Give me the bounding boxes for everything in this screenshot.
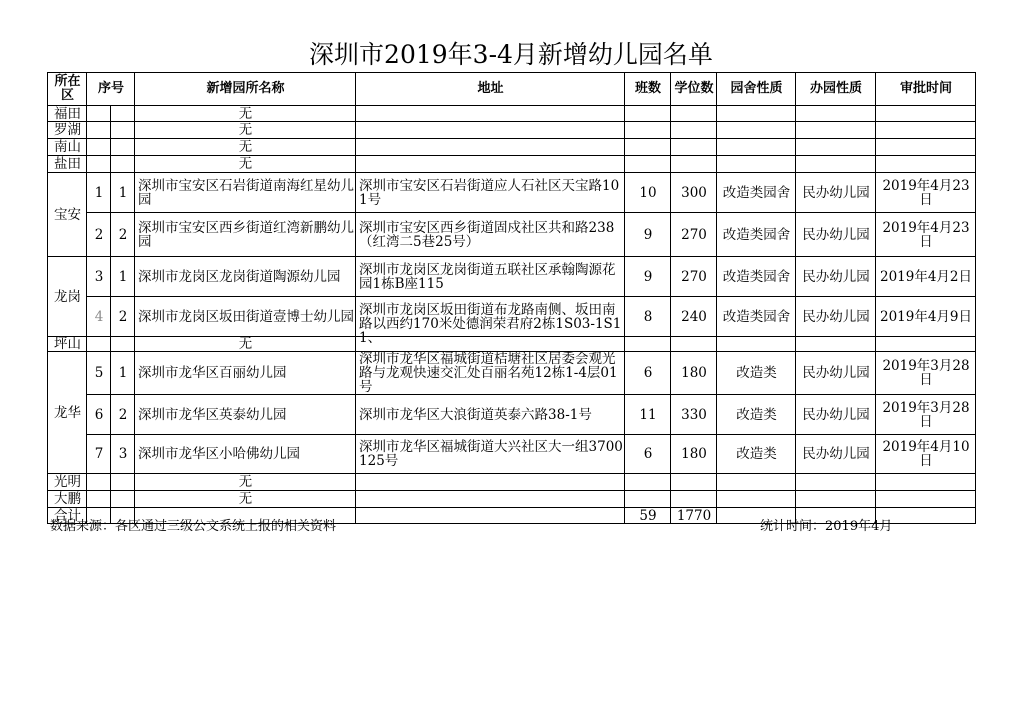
approval-date-cell: [876, 156, 976, 173]
operator-type-cell: [796, 474, 876, 491]
seat-count-cell: [671, 337, 717, 352]
kindergarten-name-cell: 无: [135, 122, 356, 139]
address-cell: [356, 474, 625, 491]
operator-type-cell: [796, 106, 876, 122]
header-seat-count: 学位数: [671, 73, 717, 106]
header-row: [48, 73, 976, 106]
kindergarten-list-table: [47, 72, 976, 524]
operator-type-cell: 民办幼儿园: [796, 173, 876, 213]
building-type-cell: [717, 122, 796, 139]
building-type-cell: 改造类: [717, 395, 796, 435]
seat-count-cell: 240: [671, 297, 717, 337]
address-cell: 深圳市龙华区福城街道桔塘社区居委会观光路与龙观快速交汇处百丽名苑12栋1-4层01号: [356, 352, 625, 395]
header-operator-type: 办园性质: [796, 73, 876, 106]
serial-no-cell: 6: [87, 395, 111, 435]
district-cell: 龙华: [48, 352, 87, 474]
serial-no-cell: 5: [87, 352, 111, 395]
kindergarten-name-cell: 无: [135, 337, 356, 352]
building-type-cell: 改造类: [717, 352, 796, 395]
operator-type-cell: 民办幼儿园: [796, 213, 876, 257]
building-type-cell: [717, 337, 796, 352]
table-row: [48, 352, 976, 395]
seat-count-cell: [671, 122, 717, 139]
building-type-cell: [717, 139, 796, 156]
approval-date-cell: [876, 122, 976, 139]
serial-no-cell: 2: [87, 213, 111, 257]
class-count-cell: [625, 106, 671, 122]
address-cell: [356, 122, 625, 139]
class-count-cell: 10: [625, 173, 671, 213]
building-type-cell: [717, 156, 796, 173]
seat-count-cell: 180: [671, 352, 717, 395]
serial-no-cell: 3: [87, 257, 111, 297]
district-cell: 南山: [48, 139, 87, 156]
kindergarten-name-cell: 深圳市龙华区百丽幼儿园: [135, 352, 356, 395]
kindergarten-name-cell: 无: [135, 106, 356, 122]
header-serial-no: 序号: [87, 73, 135, 106]
class-count-cell: [625, 122, 671, 139]
class-count-cell: [625, 156, 671, 173]
approval-date-cell: 2019年4月23日: [876, 213, 976, 257]
address-cell: 深圳市龙岗区龙岗街道五联社区承翰陶源花园1栋B座115: [356, 257, 625, 297]
district-serial-no-cell: [111, 139, 135, 156]
class-count-cell: 9: [625, 213, 671, 257]
table-row: [48, 474, 976, 491]
district-serial-no-cell: 2: [111, 395, 135, 435]
address-cell: [356, 491, 625, 508]
table-row: [48, 435, 976, 474]
table-row: [48, 122, 976, 139]
header-building-type: 园舍性质: [717, 73, 796, 106]
address-text: 深圳市龙岗区坂田街道布龙路南侧、坂田南路以西约170米处德润荣君府2栋1S03-1S11、: [359, 301, 622, 346]
header-kindergarten-name: 新增园所名称: [135, 73, 356, 106]
district-cell: 龙岗: [48, 257, 87, 337]
table-row: [48, 156, 976, 173]
district-cell: 大鹏: [48, 491, 87, 508]
address-cell: [356, 139, 625, 156]
approval-date-cell: 2019年4月9日: [876, 297, 976, 337]
kindergarten-name-cell: 无: [135, 491, 356, 508]
approval-date-cell: 2019年4月10日: [876, 435, 976, 474]
seat-count-cell: [671, 491, 717, 508]
district-serial-no-cell: [111, 156, 135, 173]
operator-type-cell: 民办幼儿园: [796, 435, 876, 474]
statistics-time-note: 统计时间：2019年4月: [760, 519, 893, 534]
district-serial-no-cell: 2: [111, 213, 135, 257]
building-type-cell: 改造类园舍: [717, 173, 796, 213]
district-serial-no-cell: [111, 106, 135, 122]
district-cell: 罗湖: [48, 122, 87, 139]
header-approval-date: 审批时间: [876, 73, 976, 106]
kindergarten-name-cell: 深圳市龙岗区坂田街道壹博士幼儿园: [135, 297, 356, 337]
data-source-note: 数据来源：各区通过三级公文系统上报的相关资料: [50, 519, 337, 534]
seat-count-cell: 330: [671, 395, 717, 435]
approval-date-cell: [876, 474, 976, 491]
table-row: [48, 139, 976, 156]
kindergarten-name-cell: 深圳市龙华区英泰幼儿园: [135, 395, 356, 435]
district-serial-no-cell: [111, 122, 135, 139]
operator-type-cell: 民办幼儿园: [796, 395, 876, 435]
serial-no-cell: 4: [87, 297, 111, 337]
serial-no-cell: 7: [87, 435, 111, 474]
seat-count-cell: 270: [671, 257, 717, 297]
approval-date-cell: [876, 337, 976, 352]
class-count-cell: [625, 337, 671, 352]
address-cell: 深圳市宝安区石岩街道应人石社区天宝路101号: [356, 173, 625, 213]
table-row: [48, 106, 976, 122]
building-type-cell: [717, 474, 796, 491]
approval-date-cell: 2019年4月23日: [876, 173, 976, 213]
seat-count-cell: [671, 156, 717, 173]
address-cell: [356, 106, 625, 122]
header-district: 所在区: [48, 73, 87, 106]
district-cell: 盐田: [48, 156, 87, 173]
operator-type-cell: 民办幼儿园: [796, 257, 876, 297]
kindergarten-name-cell: 无: [135, 474, 356, 491]
district-serial-no-cell: 3: [111, 435, 135, 474]
address-cell: [356, 297, 625, 346]
seat-count-cell: 270: [671, 213, 717, 257]
operator-type-cell: [796, 491, 876, 508]
kindergarten-name-cell: 深圳市宝安区石岩街道南海红星幼儿园: [135, 173, 356, 213]
serial-no-cell: [87, 474, 111, 491]
district-serial-no-cell: [111, 337, 135, 352]
approval-date-cell: [876, 491, 976, 508]
seat-count-cell: [671, 474, 717, 491]
address-cell: 深圳市龙华区大浪街道英泰六路38-1号: [356, 395, 625, 435]
address-cell: [356, 508, 625, 524]
address-cell: [356, 337, 625, 352]
seat-count-cell: [671, 139, 717, 156]
table-row: [48, 213, 976, 257]
header-class-count: 班数: [625, 73, 671, 106]
district-serial-no-cell: 1: [111, 173, 135, 213]
address-cell: 深圳市龙华区福城街道大兴社区大一组3700125号: [356, 435, 625, 474]
district-serial-no-cell: [111, 474, 135, 491]
total-label-cell: 合计: [48, 508, 87, 524]
seat-count-cell: 300: [671, 173, 717, 213]
serial-no-cell: [87, 122, 111, 139]
kindergarten-name-cell: 深圳市龙华区小哈佛幼儿园: [135, 435, 356, 474]
operator-type-cell: [796, 139, 876, 156]
serial-no-cell: [87, 156, 111, 173]
district-serial-no-cell: [111, 491, 135, 508]
table-row: [48, 257, 976, 297]
class-count-cell: 9: [625, 257, 671, 297]
operator-type-cell: [796, 337, 876, 352]
header-address: 地址: [356, 73, 625, 106]
district-cell: 福田: [48, 106, 87, 122]
district-cell: 坪山: [48, 337, 87, 352]
total-class-count-cell: 59: [625, 508, 671, 524]
kindergarten-name-cell: 深圳市宝安区西乡街道红湾新鹏幼儿园: [135, 213, 356, 257]
building-type-cell: 改造类园舍: [717, 257, 796, 297]
approval-date-cell: 2019年3月28日: [876, 395, 976, 435]
serial-no-cell: [87, 491, 111, 508]
approval-date-cell: 2019年3月28日: [876, 352, 976, 395]
table-row: [48, 491, 976, 508]
district-serial-no-cell: 1: [111, 257, 135, 297]
address-cell: 深圳市宝安区西乡街道固戍社区共和路238（红湾二5巷25号）: [356, 213, 625, 257]
table-row: [48, 395, 976, 435]
total-seat-count-cell: 1770: [671, 508, 717, 524]
building-type-cell: 改造类园舍: [717, 213, 796, 257]
operator-type-cell: [796, 156, 876, 173]
operator-type-cell: [796, 122, 876, 139]
building-type-cell: 改造类: [717, 435, 796, 474]
table-row: [48, 297, 976, 337]
operator-type-cell: 民办幼儿园: [796, 352, 876, 395]
seat-count-cell: [671, 106, 717, 122]
class-count-cell: [625, 474, 671, 491]
district-cell: 光明: [48, 474, 87, 491]
district-serial-no-cell: 2: [111, 297, 135, 337]
building-type-cell: [717, 106, 796, 122]
kindergarten-name-cell: 深圳市龙岗区龙岗街道陶源幼儿园: [135, 257, 356, 297]
serial-no-cell: [87, 337, 111, 352]
approval-date-cell: [876, 139, 976, 156]
building-type-cell: 改造类园舍: [717, 297, 796, 337]
class-count-cell: 8: [625, 297, 671, 337]
serial-no-cell: 1: [87, 173, 111, 213]
serial-no-cell: [87, 139, 111, 156]
page-title: 深圳市2019年3-4月新增幼儿园名单: [309, 40, 713, 69]
building-type-cell: [717, 491, 796, 508]
class-count-cell: 6: [625, 352, 671, 395]
table-row: [48, 173, 976, 213]
approval-date-cell: 2019年4月2日: [876, 257, 976, 297]
class-count-cell: [625, 139, 671, 156]
kindergarten-name-cell: 无: [135, 139, 356, 156]
serial-no-cell: [87, 106, 111, 122]
approval-date-cell: [876, 106, 976, 122]
class-count-cell: 6: [625, 435, 671, 474]
table-row: [48, 337, 976, 352]
kindergarten-name-cell: 无: [135, 156, 356, 173]
address-cell: [356, 156, 625, 173]
operator-type-cell: 民办幼儿园: [796, 297, 876, 337]
seat-count-cell: 180: [671, 435, 717, 474]
class-count-cell: 11: [625, 395, 671, 435]
district-serial-no-cell: 1: [111, 352, 135, 395]
class-count-cell: [625, 491, 671, 508]
district-cell: 宝安: [48, 173, 87, 257]
